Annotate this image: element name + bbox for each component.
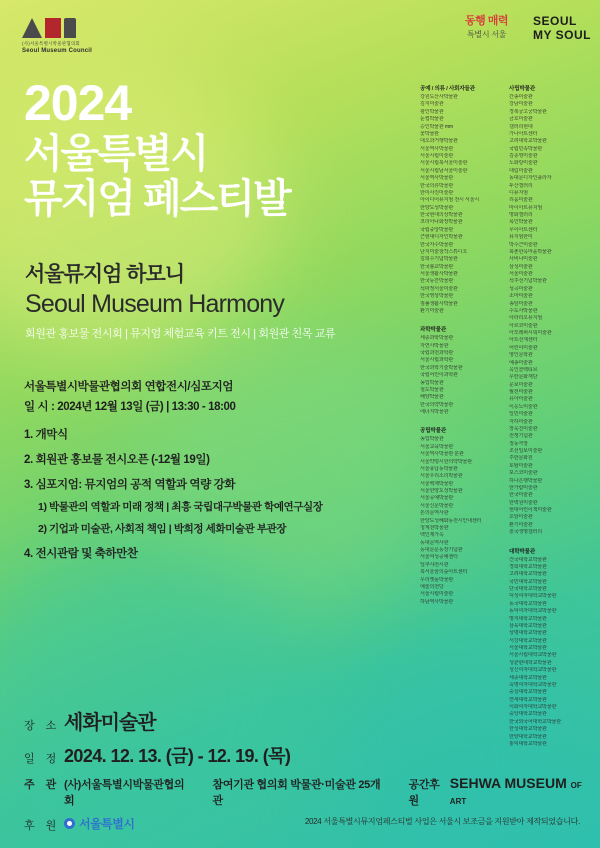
program-item (24, 476, 323, 536)
support-value: 서울특별시 (79, 817, 135, 831)
member-museum-item: 서울대학교박물관 (509, 645, 547, 651)
subtitle-tags: 회원관 홍보물 전시회 | 뮤지엄 체험교육 키트 전시 | 회원관 친목 교류 (25, 328, 336, 340)
date-value: 2024. 12. 13. (금) - 12. 19. (목) (64, 746, 291, 766)
seoul-dot-icon (64, 818, 75, 829)
member-museum-item: 석주선기념박물관 (509, 278, 547, 285)
program-list (24, 426, 323, 561)
member-museum-item: 대림미술관 (509, 167, 533, 174)
member-museum-item: 광인박물관 (420, 108, 444, 115)
member-museum-item: 한국외국어대학교박물관 (509, 718, 561, 725)
member-museum-item: 김종영미술관 (509, 153, 538, 159)
member-museum-item: 한국영상박물관 (420, 293, 454, 300)
member-museum-item: 이화여자대학교박물관 (509, 704, 557, 710)
member-museum-item: 영인문학관 (509, 352, 533, 359)
member-museum-item: 한국현대의상박물관 (420, 212, 463, 218)
slogan-top-line: 동행 매력 (465, 15, 509, 27)
member-museum-item: 동국대학교박물관 (509, 600, 547, 607)
member-museum-item: 서울시립미술관 (420, 153, 454, 159)
member-museum-item: 코리아나화장박물관 (420, 219, 463, 226)
member-group (420, 426, 499, 606)
member-museum-item: 건국대학교박물관 (509, 556, 547, 563)
member-museum-item: 한국등잔박물관 (420, 278, 454, 285)
program-subitem: 2) 기업과 미술관, 사회적 책임 | 박희정 세화미술관 부관장 (38, 523, 287, 535)
member-museum-item: 가나아트센터 (509, 130, 538, 137)
member-museum-item: 아모레퍼시픽미술관 (509, 330, 552, 336)
member-museum-item: 난지미술창작스튜디오 (420, 248, 468, 255)
member-museum-item: 경복궁고궁박물관 (509, 108, 547, 115)
seoul-my-soul-line2: MY SOUL (533, 28, 591, 42)
sponsor-name-suffix: OF ART (449, 781, 582, 806)
member-museum-item: 토탈미술관 (509, 462, 533, 469)
support-label: 후 원 (24, 820, 61, 832)
member-museum-item: 국립중앙박물관 (420, 226, 454, 233)
member-museum-item: 청계천박물관 (420, 524, 449, 531)
member-museum-item: 사비나미술관 (509, 256, 538, 263)
member-museum-item: 중앙대학교박물관 (509, 711, 547, 718)
member-museum-item: 목인박물관 (509, 219, 533, 226)
member-museum-item: 해양박물관 (420, 394, 444, 401)
member-museum-item: 농업박물관 (420, 436, 444, 443)
member-museum-item: 홍익대학교박물관 (509, 740, 547, 747)
program-subitem: 1) 박물관의 역할과 미래 정책 | 최흥 국립대구박물관 학예연구실장 (38, 501, 323, 513)
member-museum-item: 서울공예박물관 (420, 495, 454, 502)
member-museum-item: 숭실대학교박물관 (509, 689, 547, 696)
host-row (24, 775, 600, 808)
member-museum-item: 아르코미술관 (509, 322, 538, 329)
member-museum-item: 한벽원미술관 (509, 499, 538, 506)
member-museum-item: 고려대학교박물관 (509, 138, 547, 145)
member-group-title: 공립박물관 (420, 428, 447, 435)
member-museum-item: 한국미술관 (509, 492, 533, 499)
seoul-my-soul-line1: SEOUL (533, 14, 577, 28)
member-museum-item: 한국과학기술박물관 (420, 364, 463, 371)
member-museum-item: 고려대학교박물관 (509, 571, 547, 578)
member-museum-item: 서울역사박물관 분관 (420, 451, 464, 458)
member-museum-item: 북촌한옥마을박물관 (509, 248, 552, 255)
member-group-items (420, 436, 499, 606)
member-museum-item: 근현대디자인박물관 (420, 234, 463, 241)
member-museum-item: 에너지박물관 (420, 409, 449, 415)
member-museum-item: 서울미술관 (509, 271, 533, 277)
subtitle-korean: 서울뮤지엄 하모니 (25, 263, 185, 286)
member-museum-item: 서울생활사박물관 (420, 271, 458, 277)
program-item-text: 심포지엄: 뮤지엄의 공적 역할과 역량 강화 (35, 479, 236, 491)
member-museum-item: 연세대학교박물관 (509, 696, 547, 703)
member-group-items (509, 94, 588, 537)
member-museum-item: 삼성미술관 (509, 263, 533, 270)
member-museum-item: 상명대학교박물관 (509, 630, 547, 637)
member-museum-item: 한양대학교박물관 (509, 733, 547, 740)
member-museum-item: 한국의류박물관 (420, 182, 454, 189)
member-group-title: 공예 / 의류 / 사회자들관 (420, 86, 475, 92)
member-museum-item: 간송미술관 (509, 94, 533, 100)
member-museum-item: 철도박물관 (420, 386, 444, 393)
member-museum-item: 예술의전당 (420, 583, 444, 590)
member-museum-item: 덕성여자대학교박물관 (509, 593, 557, 600)
member-group (420, 84, 499, 315)
member-museum-item: 서울신문박물관 (420, 502, 454, 509)
member-museum-item: 한국불교박물관 (420, 263, 454, 270)
member-group (509, 84, 588, 537)
member-museum-item: 디뮤지엄 (509, 189, 528, 196)
member-museum-item: 예송미술관 (509, 359, 533, 366)
member-museum-item: 우란문화재단 (509, 374, 538, 381)
member-museum-item: 환기미술관 (420, 307, 444, 314)
member-column (420, 84, 499, 758)
member-museum-item: 강원도산사박물관 (420, 94, 458, 100)
member-museum-item: 아라리오뮤지엄 (509, 315, 543, 322)
slogan-bottom-line: 특별시 서울 (467, 30, 507, 39)
program-heading: 서울특별시박물관협의회 연합전시/심포지엄 (24, 381, 234, 393)
member-museum-item: 자연사박물관 (420, 342, 449, 349)
member-museum-item: 대오과거행박물관 (420, 138, 458, 145)
member-museum-item: 서울시립과학관 (420, 357, 454, 364)
member-museum-item: 딜쿠샤전시관 (420, 561, 449, 568)
square-mark-icon (45, 18, 61, 38)
member-museum-item: 세종과학박물관 (420, 335, 454, 342)
member-museum-item: 장욱진미술관 (509, 425, 538, 432)
program-item-text: 개막식 (35, 429, 68, 441)
member-museum-item: 호암미술관 (509, 514, 533, 521)
member-museum-item: 삼육대학교박물관 (509, 622, 547, 629)
member-museum-item: 뮤지엄한미 (509, 234, 533, 241)
member-museum-item: 강남미술관 (509, 101, 533, 108)
member-museum-item: 어린이미술관 (509, 344, 538, 351)
program-section (24, 378, 323, 570)
seoul-city-slogan-logo (465, 12, 508, 40)
footnote: 2024 서울특별시뮤지엄페스티벌 사업은 서울시 보조금을 지원받아 제작되었습니다. (304, 817, 580, 826)
program-item (24, 426, 323, 442)
member-museum-item: 서울여성공예센터 (420, 554, 458, 561)
member-museum-item: 환기미술관 (509, 521, 533, 528)
member-museum-item: 명화갤러리 (509, 212, 533, 218)
member-museum-item: 서강대학교박물관 (509, 637, 547, 644)
member-museum-item: 국민대학교박물관 (509, 578, 547, 585)
program-item-no: 3. (24, 479, 33, 491)
program-item-no: 1. (24, 429, 33, 441)
member-museum-item: 국립과천과학관 (420, 350, 454, 356)
place-label: 장 소 (24, 720, 61, 732)
member-museum-item: 국립어린이과학관 (420, 372, 458, 379)
member-museum-item: 김지미술관 (420, 101, 444, 108)
member-museum-item: 수도사박물관 (509, 307, 538, 314)
member-museum-item: 주한문화원 (509, 455, 533, 462)
program-item (24, 545, 323, 561)
member-museum-list (420, 84, 588, 758)
member-museum-item: 한국자수박물관 (420, 241, 454, 248)
member-museum-item: 성신여자대학교박물관 (509, 667, 557, 674)
member-museum-item: 무이아트센터 (509, 226, 538, 233)
program-datetime: 일 시 : 2024년 12월 13일 (금) | 13:30 - 18:00 (24, 401, 236, 413)
title-line-2: 뮤지엄 페스티발 (24, 176, 290, 221)
member-museum-item: 농업박물관 (420, 379, 444, 386)
member-museum-item: 옥인콜렉티브 (509, 366, 538, 373)
member-museum-item: 서울교육박물관 (420, 443, 454, 450)
member-museum-item: 정동극장 (509, 440, 528, 447)
member-museum-item: 단국대학교박물관 (509, 586, 547, 592)
member-museum-item: 북서울꿈의숲아트센터 (420, 569, 468, 576)
member-museum-item: 서울역사박물관 (420, 175, 454, 182)
host-value: (사)서울특별시박물관협의회 (63, 779, 185, 807)
member-museum-item: 동덕여자대학교박물관 (509, 608, 557, 615)
triangle-mark-icon (22, 18, 42, 38)
seoul-my-soul-logo (533, 14, 591, 42)
program-item (24, 451, 323, 467)
member-museum-item: 일민미술관 (509, 411, 533, 418)
program-item-no: 2. (24, 454, 33, 466)
member-museum-item: 한국의약박물관 (420, 401, 454, 408)
member-museum-item: 흥국생명갤러리 (509, 529, 543, 536)
member-museum-item: 한가람미술관 (509, 484, 538, 491)
member-museum-item: 동대문운동장기념관 (420, 547, 463, 553)
date-label: 일 정 (24, 753, 61, 765)
member-museum-item: 유아미술관 (509, 396, 533, 403)
member-museum-item: 하나은행박물관 (509, 477, 543, 484)
member-group (420, 325, 499, 416)
member-museum-item: 승인박물관 mm (420, 123, 453, 130)
member-museum-item: 한양도성혜화동전시안내센터 (420, 517, 482, 524)
member-group-items (420, 335, 499, 416)
sponsor-name: SEHWA MUSEUM (449, 775, 567, 791)
member-museum-item: 조선일보미술관 (509, 448, 543, 454)
member-museum-item: 서울시립남서울미술관 (420, 167, 468, 174)
member-museum-item: 명지대학교박물관 (509, 615, 547, 622)
sponsor-label: 공간후원 (408, 779, 440, 807)
program-item-no: 4. (24, 548, 33, 560)
poster-title (24, 75, 290, 222)
member-group-items (420, 94, 499, 315)
council-logo-line2: Seoul Museum Council (22, 48, 93, 54)
member-museum-item: 경희대학교박물관 (509, 563, 547, 570)
member-museum-item: 서울우리소리박물관 (420, 473, 463, 480)
seoul-museum-council-logo (22, 14, 106, 54)
member-museum-item: 성곡미술관 (509, 285, 533, 292)
member-group-title: 대학박물관 (509, 548, 536, 555)
member-museum-item: 금호미술관 (509, 116, 533, 123)
member-group-items (509, 557, 588, 749)
member-museum-item: 아트선재센터 (509, 337, 538, 344)
member-museum-item: 세종대학교박물관 (509, 674, 547, 681)
sponsor-value (450, 775, 600, 807)
member-museum-item: 이응노미술관 (509, 403, 538, 410)
member-museum-item: 성균관대학교박물관 (509, 659, 552, 666)
member-museum-item: 하남역사박물관 (420, 598, 454, 605)
place-value: 세화미술관 (64, 712, 156, 734)
member-museum-item: 노화랑미술관 (509, 160, 538, 167)
member-museum-item: 자하미술관 (509, 418, 533, 425)
subtitle-english: Seoul Museum Harmony (25, 290, 285, 318)
host-label: 주 관 (24, 779, 61, 791)
member-museum-item: 리움미술관 (509, 197, 533, 204)
program-item-text: 회원관 홍보물 전시오픈 (-12월 19일) (35, 454, 210, 466)
council-logo-line1: (사)서울특별시박물관협의회 (22, 41, 80, 46)
member-museum-item: 꽃박물관 (420, 130, 439, 137)
member-museum-item: 한성대학교박물관 (509, 726, 547, 733)
member-museum-item: 서울시립북서울미술관 (420, 160, 468, 167)
member-museum-item: 김희수기념박물관 (420, 256, 458, 263)
member-museum-item: 동대문역사관 (420, 539, 449, 546)
member-museum-item: 동대문디자인플라자 (509, 175, 552, 182)
member-museum-item: 돈의문역사관 (420, 510, 449, 517)
member-museum-item: 국립민속박물관 (509, 145, 543, 152)
member-museum-item: 월전미술관 (509, 389, 533, 395)
member-museum-item: 숙명여자대학교박물관 (509, 681, 557, 688)
member-museum-item: 서울역사박물관 (420, 145, 454, 152)
title-year: 2024 (24, 75, 132, 131)
member-museum-item: 서울시립대학교박물관 (509, 652, 557, 659)
member-museum-item: 마이아트뮤지엄 (509, 204, 543, 211)
member-group-title: 과학박물관 (420, 327, 447, 334)
member-museum-item: 서울한양도성박물관 (420, 488, 463, 494)
member-museum-item: 우리옛돌박물관 (420, 576, 454, 583)
member-museum-item: 서울약령시한의약박물관 (420, 458, 472, 465)
member-museum-item: 한미사진미술관 (420, 189, 454, 196)
member-museum-item: 눈썹박물관 (420, 116, 444, 123)
member-museum-item: 서울풍납동박물관 (420, 465, 458, 472)
member-museum-item: 박수근미술관 (509, 241, 538, 248)
bar-mark-icon (64, 18, 76, 38)
seoul-city-logo (64, 815, 134, 832)
member-museum-item: 현대어린이책미술관 (509, 507, 552, 513)
member-museum-item: 석파정서울미술관 (420, 285, 458, 292)
member-museum-item: 한양도성박물관 (420, 204, 454, 211)
member-museum-item: 서울시립미술관 (420, 591, 454, 598)
member-column (509, 84, 588, 758)
program-item-text: 전시관람 및 축하만찬 (35, 548, 138, 560)
participants-value: 참여기관 협의회 박물관·미술관 25개관 (212, 779, 381, 807)
member-museum-item: 두산갤러리 (509, 182, 533, 189)
member-group (509, 547, 588, 749)
member-group-title: 사립박물관 (509, 86, 536, 92)
member-museum-item: 소마미술관 (509, 293, 533, 300)
title-line-1: 서울특별시 (24, 132, 208, 176)
member-museum-item: 짚풀생활사박물관 (420, 300, 458, 307)
member-museum-item: 아이디어뮤지엄 전시 서울시 (420, 197, 480, 204)
member-museum-item: 백인제가옥 (420, 532, 444, 539)
member-museum-item: 운보미술관 (509, 381, 533, 388)
member-museum-item: 전쟁기념관 (509, 433, 533, 440)
poster-subtitle (25, 258, 335, 341)
council-logo-marks-icon (22, 14, 106, 38)
member-museum-item: 갤러리현대 (509, 123, 533, 130)
member-museum-item: 포스코미술관 (509, 470, 538, 477)
member-museum-item: 서울백제박물관 (420, 480, 454, 487)
member-museum-item: 송암미술관 (509, 300, 533, 307)
